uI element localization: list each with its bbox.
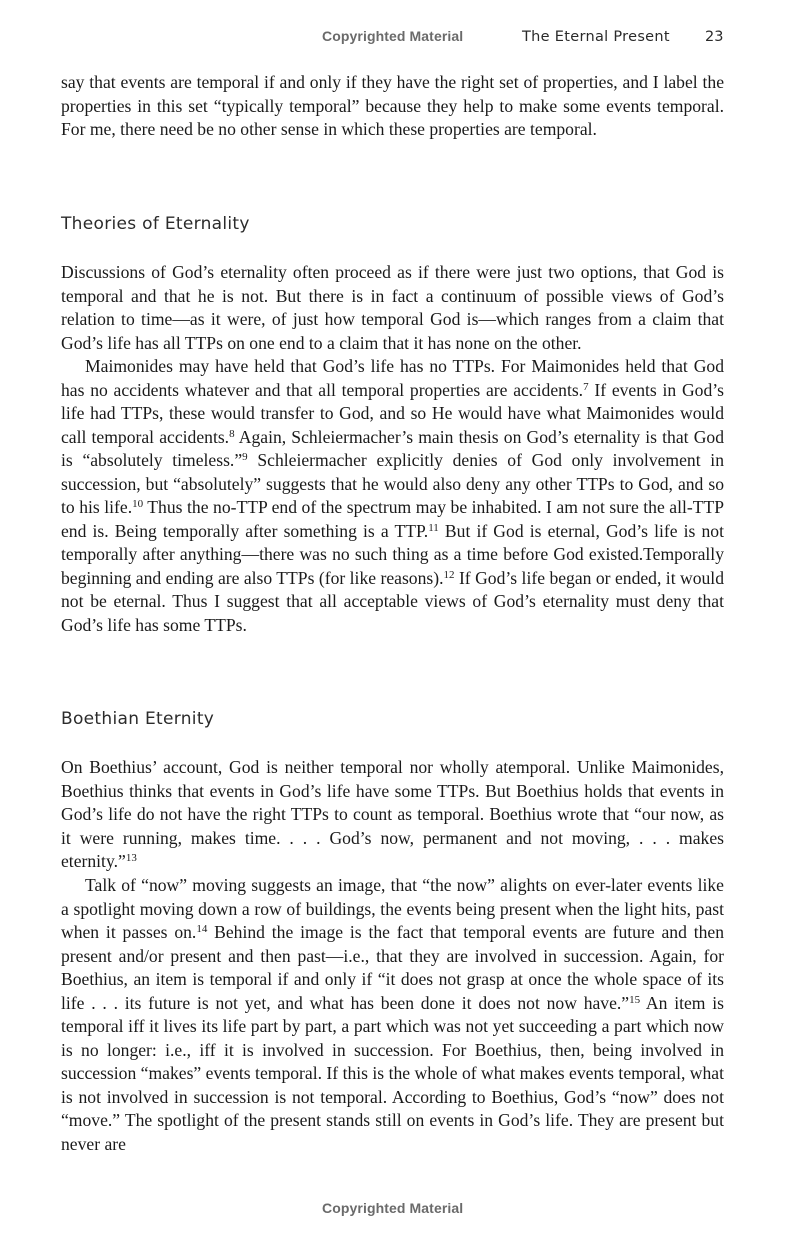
footnote-ref[interactable]: 14 [196,923,208,935]
footnote-ref[interactable]: 11 [428,521,439,534]
footnote-ref[interactable]: 13 [125,852,137,864]
section-heading-theories: Theories of Eternality [61,214,250,234]
paragraph-talk-of-now: Talk of “now” moving suggests an image, that “the now” alights on ever-later events like a spotlight moving down a row of buildings, the events being present when the light hits, past when it passes on.$^{14}$ Behind the image is the fact that temporal events are future and then present and/or present and then past—i.e., that they are involved in succession. Again, for Boethius, an item is temporal if and only if “it does not grasp at once the whole space of its life . . . its future is not yet, and what has been done it does not now have.”$^{15}$ An item is temporal iff it lives its life part by part, a part which was not yet succeeding a part which now is no longer: i.e., iff it is involved in succession. For Boethius, then, being involved in succession “makes” events temporal. If this is the whole of what makes events temporal, what is not involved in succession is not temporal. According to Boethius, God’s “now” does not “move.” The spotlight of the present stands still on events in God’s life. They are present but never are [61,875,725,1154]
paragraph-discussions: Discussions of God’s eternality often proceed as if there were just two options, that God is temporal and that he is not. But there is in fact a continuum of possible views of God’s relation to time—as it were, of just how temporal God is—which ranges from a claim that God’s life has all TTPs on one end to a claim that it has none on the other. [61,262,724,353]
watermark-bottom: Copyrighted Material [322,1200,464,1216]
footnote-ref[interactable]: 9 [242,451,248,463]
footnote-ref[interactable]: 12 [443,568,455,581]
footnote-ref[interactable]: 15 [629,993,641,1006]
footnote-ref[interactable]: 7 [583,380,589,393]
intro-paragraph: say that events are temporal if and only if they have the right set of properties, and I label the properties in this set “typically temporal” because they help to make some events temporal. For me, there need be no other sense in which these properties are temporal. [61,72,724,139]
page-number: 23 [705,29,724,45]
paragraph-boethius-account: On Boethius’ account, God is neither temporal nor wholly atemporal. Unlike Maimonides, Boethius thinks that events in God’s life have some TTPs. But Boethius holds that events in God’s life do not have the right TTPs to count as temporal. Boethius wrote that “our now, as it were running, makes time. . . . God’s now, permanent and not moving, . . . makes eternity.”$^{13}$ [61,757,724,871]
footnote-ref[interactable]: 10 [132,498,144,510]
paragraph-maimonides: Maimonides may have held that God’s life has no TTPs. For Maimonides held that God has no accidents whatever and that all temporal properties are accidents.$^7$ If events in God’s life had TTPs, these would transfer to God, and so He would have what Maimonides would call temporal accidents.$^8$ Again, Schleiermacher’s main thesis on God’s eternality is that God is “absolutely timeless.”$^9$ Schleiermacher explicitly denies of God only involvement in succession, but “absolutely” suggests that he would also deny any other TTPs to God, and so to his life.$^{10}$ Thus the no-TTP end of the spectrum may be inhabited. I am not sure the all-TTP end is. Being temporally after something is a TTP.$^{11}$ But if God is eternal, God’s life is not temporally after anything—there was no such thing as a time before God existed.Temporally beginning and ending are also TTPs (for like reasons).$^{12}$ If God’s life began or ended, it would not be eternal. Thus I suggest that all acceptable views of God’s eternality must deny that God’s life has some TTPs. [61,356,725,635]
footnote-ref[interactable]: 8 [229,427,235,440]
watermark-top: Copyrighted Material [322,28,464,44]
running-head: The Eternal Present [522,29,670,45]
section-heading-boethian: Boethian Eternity [61,709,215,729]
